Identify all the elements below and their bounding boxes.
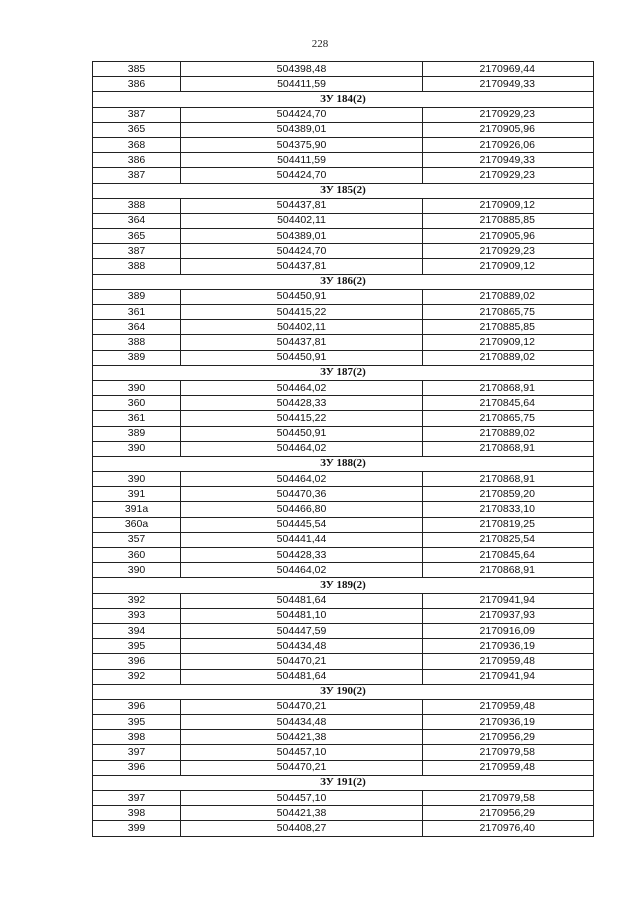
x-coordinate-cell: 504450,91	[181, 426, 423, 441]
y-coordinate-cell: 2170889,02	[423, 426, 594, 441]
parcel-group-label: ЗУ 184(2)	[93, 92, 594, 107]
x-coordinate-cell: 504464,02	[181, 563, 423, 578]
y-coordinate-cell: 2170845,64	[423, 548, 594, 563]
x-coordinate-cell: 504424,70	[181, 168, 423, 183]
point-number-cell: 385	[93, 62, 181, 77]
point-number-cell: 386	[93, 77, 181, 92]
point-number-cell: 399	[93, 821, 181, 836]
point-number-cell: 393	[93, 608, 181, 623]
point-number-cell: 392	[93, 593, 181, 608]
x-coordinate-cell: 504424,70	[181, 244, 423, 259]
y-coordinate-cell: 2170979,58	[423, 791, 594, 806]
parcel-group-label: ЗУ 188(2)	[93, 456, 594, 471]
table-row	[93, 639, 594, 654]
table-row	[93, 532, 594, 547]
y-coordinate-cell: 2170929,23	[423, 244, 594, 259]
x-coordinate-cell: 504415,22	[181, 411, 423, 426]
table-row	[93, 517, 594, 532]
point-number-cell: 390	[93, 441, 181, 456]
x-coordinate-cell: 504457,10	[181, 791, 423, 806]
point-number-cell: 357	[93, 532, 181, 547]
y-coordinate-cell: 2170976,40	[423, 821, 594, 836]
table-row	[93, 563, 594, 578]
y-coordinate-cell: 2170909,12	[423, 259, 594, 274]
parcel-group-header	[93, 183, 594, 198]
parcel-group-header	[93, 578, 594, 593]
page-number: 228	[311, 38, 329, 50]
table-row	[93, 654, 594, 669]
table-row	[93, 350, 594, 365]
table-row	[93, 62, 594, 77]
x-coordinate-cell: 504408,27	[181, 821, 423, 836]
y-coordinate-cell: 2170885,85	[423, 213, 594, 228]
parcel-group-label: ЗУ 187(2)	[93, 365, 594, 380]
x-coordinate-cell: 504424,70	[181, 107, 423, 122]
parcel-group-header	[93, 775, 594, 790]
y-coordinate-cell: 2170868,91	[423, 472, 594, 487]
x-coordinate-cell: 504464,02	[181, 380, 423, 395]
point-number-cell: 365	[93, 122, 181, 137]
point-number-cell: 397	[93, 791, 181, 806]
y-coordinate-cell: 2170833,10	[423, 502, 594, 517]
x-coordinate-cell: 504437,81	[181, 335, 423, 350]
parcel-group-header	[93, 365, 594, 380]
point-number-cell: 395	[93, 715, 181, 730]
point-number-cell: 389	[93, 289, 181, 304]
x-coordinate-cell: 504437,81	[181, 259, 423, 274]
table-row	[93, 153, 594, 168]
table-row	[93, 320, 594, 335]
y-coordinate-cell: 2170956,29	[423, 806, 594, 821]
table-row	[93, 806, 594, 821]
table-row	[93, 380, 594, 395]
y-coordinate-cell: 2170905,96	[423, 122, 594, 137]
point-number-cell: 396	[93, 760, 181, 775]
y-coordinate-cell: 2170819,25	[423, 517, 594, 532]
point-number-cell: 390	[93, 380, 181, 395]
point-number-cell: 387	[93, 107, 181, 122]
y-coordinate-cell: 2170825,54	[423, 532, 594, 547]
point-number-cell: 390	[93, 563, 181, 578]
table-row	[93, 411, 594, 426]
table-row	[93, 548, 594, 563]
y-coordinate-cell: 2170859,20	[423, 487, 594, 502]
y-coordinate-cell: 2170936,19	[423, 639, 594, 654]
x-coordinate-cell: 504464,02	[181, 441, 423, 456]
point-number-cell: 361	[93, 411, 181, 426]
y-coordinate-cell: 2170949,33	[423, 77, 594, 92]
y-coordinate-cell: 2170865,75	[423, 411, 594, 426]
table-row	[93, 745, 594, 760]
x-coordinate-cell: 504481,64	[181, 669, 423, 684]
y-coordinate-cell: 2170969,44	[423, 62, 594, 77]
y-coordinate-cell: 2170889,02	[423, 289, 594, 304]
parcel-group-header	[93, 92, 594, 107]
point-number-cell: 360	[93, 396, 181, 411]
table-row	[93, 289, 594, 304]
table-row	[93, 730, 594, 745]
y-coordinate-cell: 2170959,48	[423, 654, 594, 669]
point-number-cell: 398	[93, 730, 181, 745]
x-coordinate-cell: 504411,59	[181, 77, 423, 92]
y-coordinate-cell: 2170949,33	[423, 153, 594, 168]
parcel-group-label: ЗУ 191(2)	[93, 775, 594, 790]
point-number-cell: 387	[93, 244, 181, 259]
table-row	[93, 608, 594, 623]
y-coordinate-cell: 2170937,93	[423, 608, 594, 623]
table-row	[93, 107, 594, 122]
x-coordinate-cell: 504441,44	[181, 532, 423, 547]
point-number-cell: 391а	[93, 502, 181, 517]
x-coordinate-cell: 504457,10	[181, 745, 423, 760]
x-coordinate-cell: 504398,48	[181, 62, 423, 77]
point-number-cell: 395	[93, 639, 181, 654]
point-number-cell: 396	[93, 699, 181, 714]
table-row	[93, 259, 594, 274]
parcel-group-label: ЗУ 186(2)	[93, 274, 594, 289]
y-coordinate-cell: 2170926,06	[423, 137, 594, 152]
table-row	[93, 502, 594, 517]
table-row	[93, 593, 594, 608]
x-coordinate-cell: 504415,22	[181, 305, 423, 320]
table-row	[93, 335, 594, 350]
y-coordinate-cell: 2170868,91	[423, 380, 594, 395]
table-row	[93, 699, 594, 714]
table-row	[93, 715, 594, 730]
y-coordinate-cell: 2170959,48	[423, 760, 594, 775]
x-coordinate-cell: 504470,21	[181, 760, 423, 775]
x-coordinate-cell: 504389,01	[181, 229, 423, 244]
x-coordinate-cell: 504402,11	[181, 213, 423, 228]
point-number-cell: 361	[93, 305, 181, 320]
x-coordinate-cell: 504445,54	[181, 517, 423, 532]
y-coordinate-cell: 2170889,02	[423, 350, 594, 365]
table-row	[93, 198, 594, 213]
y-coordinate-cell: 2170941,94	[423, 669, 594, 684]
point-number-cell: 364	[93, 213, 181, 228]
table-row	[93, 791, 594, 806]
y-coordinate-cell: 2170905,96	[423, 229, 594, 244]
y-coordinate-cell: 2170936,19	[423, 715, 594, 730]
x-coordinate-cell: 504428,33	[181, 396, 423, 411]
table-row	[93, 137, 594, 152]
table-row	[93, 760, 594, 775]
point-number-cell: 391	[93, 487, 181, 502]
x-coordinate-cell: 504434,48	[181, 715, 423, 730]
point-number-cell: 396	[93, 654, 181, 669]
point-number-cell: 392	[93, 669, 181, 684]
coordinates-table	[92, 61, 594, 837]
table-row	[93, 168, 594, 183]
table-row	[93, 305, 594, 320]
x-coordinate-cell: 504411,59	[181, 153, 423, 168]
table-row	[93, 396, 594, 411]
table-row	[93, 426, 594, 441]
x-coordinate-cell: 504402,11	[181, 320, 423, 335]
point-number-cell: 389	[93, 350, 181, 365]
y-coordinate-cell: 2170959,48	[423, 699, 594, 714]
x-coordinate-cell: 504470,36	[181, 487, 423, 502]
table-row	[93, 623, 594, 638]
point-number-cell: 397	[93, 745, 181, 760]
table-row	[93, 213, 594, 228]
y-coordinate-cell: 2170956,29	[423, 730, 594, 745]
table-row	[93, 441, 594, 456]
point-number-cell: 388	[93, 335, 181, 350]
x-coordinate-cell: 504447,59	[181, 623, 423, 638]
x-coordinate-cell: 504481,10	[181, 608, 423, 623]
x-coordinate-cell: 504470,21	[181, 699, 423, 714]
parcel-group-header	[93, 274, 594, 289]
x-coordinate-cell: 504470,21	[181, 654, 423, 669]
y-coordinate-cell: 2170845,64	[423, 396, 594, 411]
table-row	[93, 669, 594, 684]
parcel-group-label: ЗУ 190(2)	[93, 684, 594, 699]
x-coordinate-cell: 504421,38	[181, 730, 423, 745]
y-coordinate-cell: 2170929,23	[423, 107, 594, 122]
point-number-cell: 389	[93, 426, 181, 441]
x-coordinate-cell: 504375,90	[181, 137, 423, 152]
point-number-cell: 388	[93, 259, 181, 274]
x-coordinate-cell: 504450,91	[181, 350, 423, 365]
table-row	[93, 244, 594, 259]
y-coordinate-cell: 2170941,94	[423, 593, 594, 608]
parcel-group-header	[93, 684, 594, 699]
y-coordinate-cell: 2170916,09	[423, 623, 594, 638]
parcel-group-label: ЗУ 189(2)	[93, 578, 594, 593]
x-coordinate-cell: 504434,48	[181, 639, 423, 654]
table-row	[93, 821, 594, 836]
point-number-cell: 360	[93, 548, 181, 563]
x-coordinate-cell: 504481,64	[181, 593, 423, 608]
y-coordinate-cell: 2170868,91	[423, 441, 594, 456]
table-row	[93, 487, 594, 502]
coordinates-table-body	[93, 62, 594, 837]
point-number-cell: 368	[93, 137, 181, 152]
point-number-cell: 364	[93, 320, 181, 335]
point-number-cell: 360а	[93, 517, 181, 532]
y-coordinate-cell: 2170909,12	[423, 335, 594, 350]
y-coordinate-cell: 2170868,91	[423, 563, 594, 578]
table-row	[93, 472, 594, 487]
x-coordinate-cell: 504421,38	[181, 806, 423, 821]
x-coordinate-cell: 504450,91	[181, 289, 423, 304]
y-coordinate-cell: 2170885,85	[423, 320, 594, 335]
table-row	[93, 229, 594, 244]
x-coordinate-cell: 504437,81	[181, 198, 423, 213]
y-coordinate-cell: 2170865,75	[423, 305, 594, 320]
point-number-cell: 386	[93, 153, 181, 168]
point-number-cell: 388	[93, 198, 181, 213]
x-coordinate-cell: 504428,33	[181, 548, 423, 563]
x-coordinate-cell: 504389,01	[181, 122, 423, 137]
x-coordinate-cell: 504464,02	[181, 472, 423, 487]
y-coordinate-cell: 2170929,23	[423, 168, 594, 183]
table-row	[93, 77, 594, 92]
y-coordinate-cell: 2170909,12	[423, 198, 594, 213]
table-row	[93, 122, 594, 137]
x-coordinate-cell: 504466,80	[181, 502, 423, 517]
point-number-cell: 398	[93, 806, 181, 821]
parcel-group-header	[93, 456, 594, 471]
point-number-cell: 390	[93, 472, 181, 487]
y-coordinate-cell: 2170979,58	[423, 745, 594, 760]
point-number-cell: 394	[93, 623, 181, 638]
parcel-group-label: ЗУ 185(2)	[93, 183, 594, 198]
point-number-cell: 387	[93, 168, 181, 183]
point-number-cell: 365	[93, 229, 181, 244]
